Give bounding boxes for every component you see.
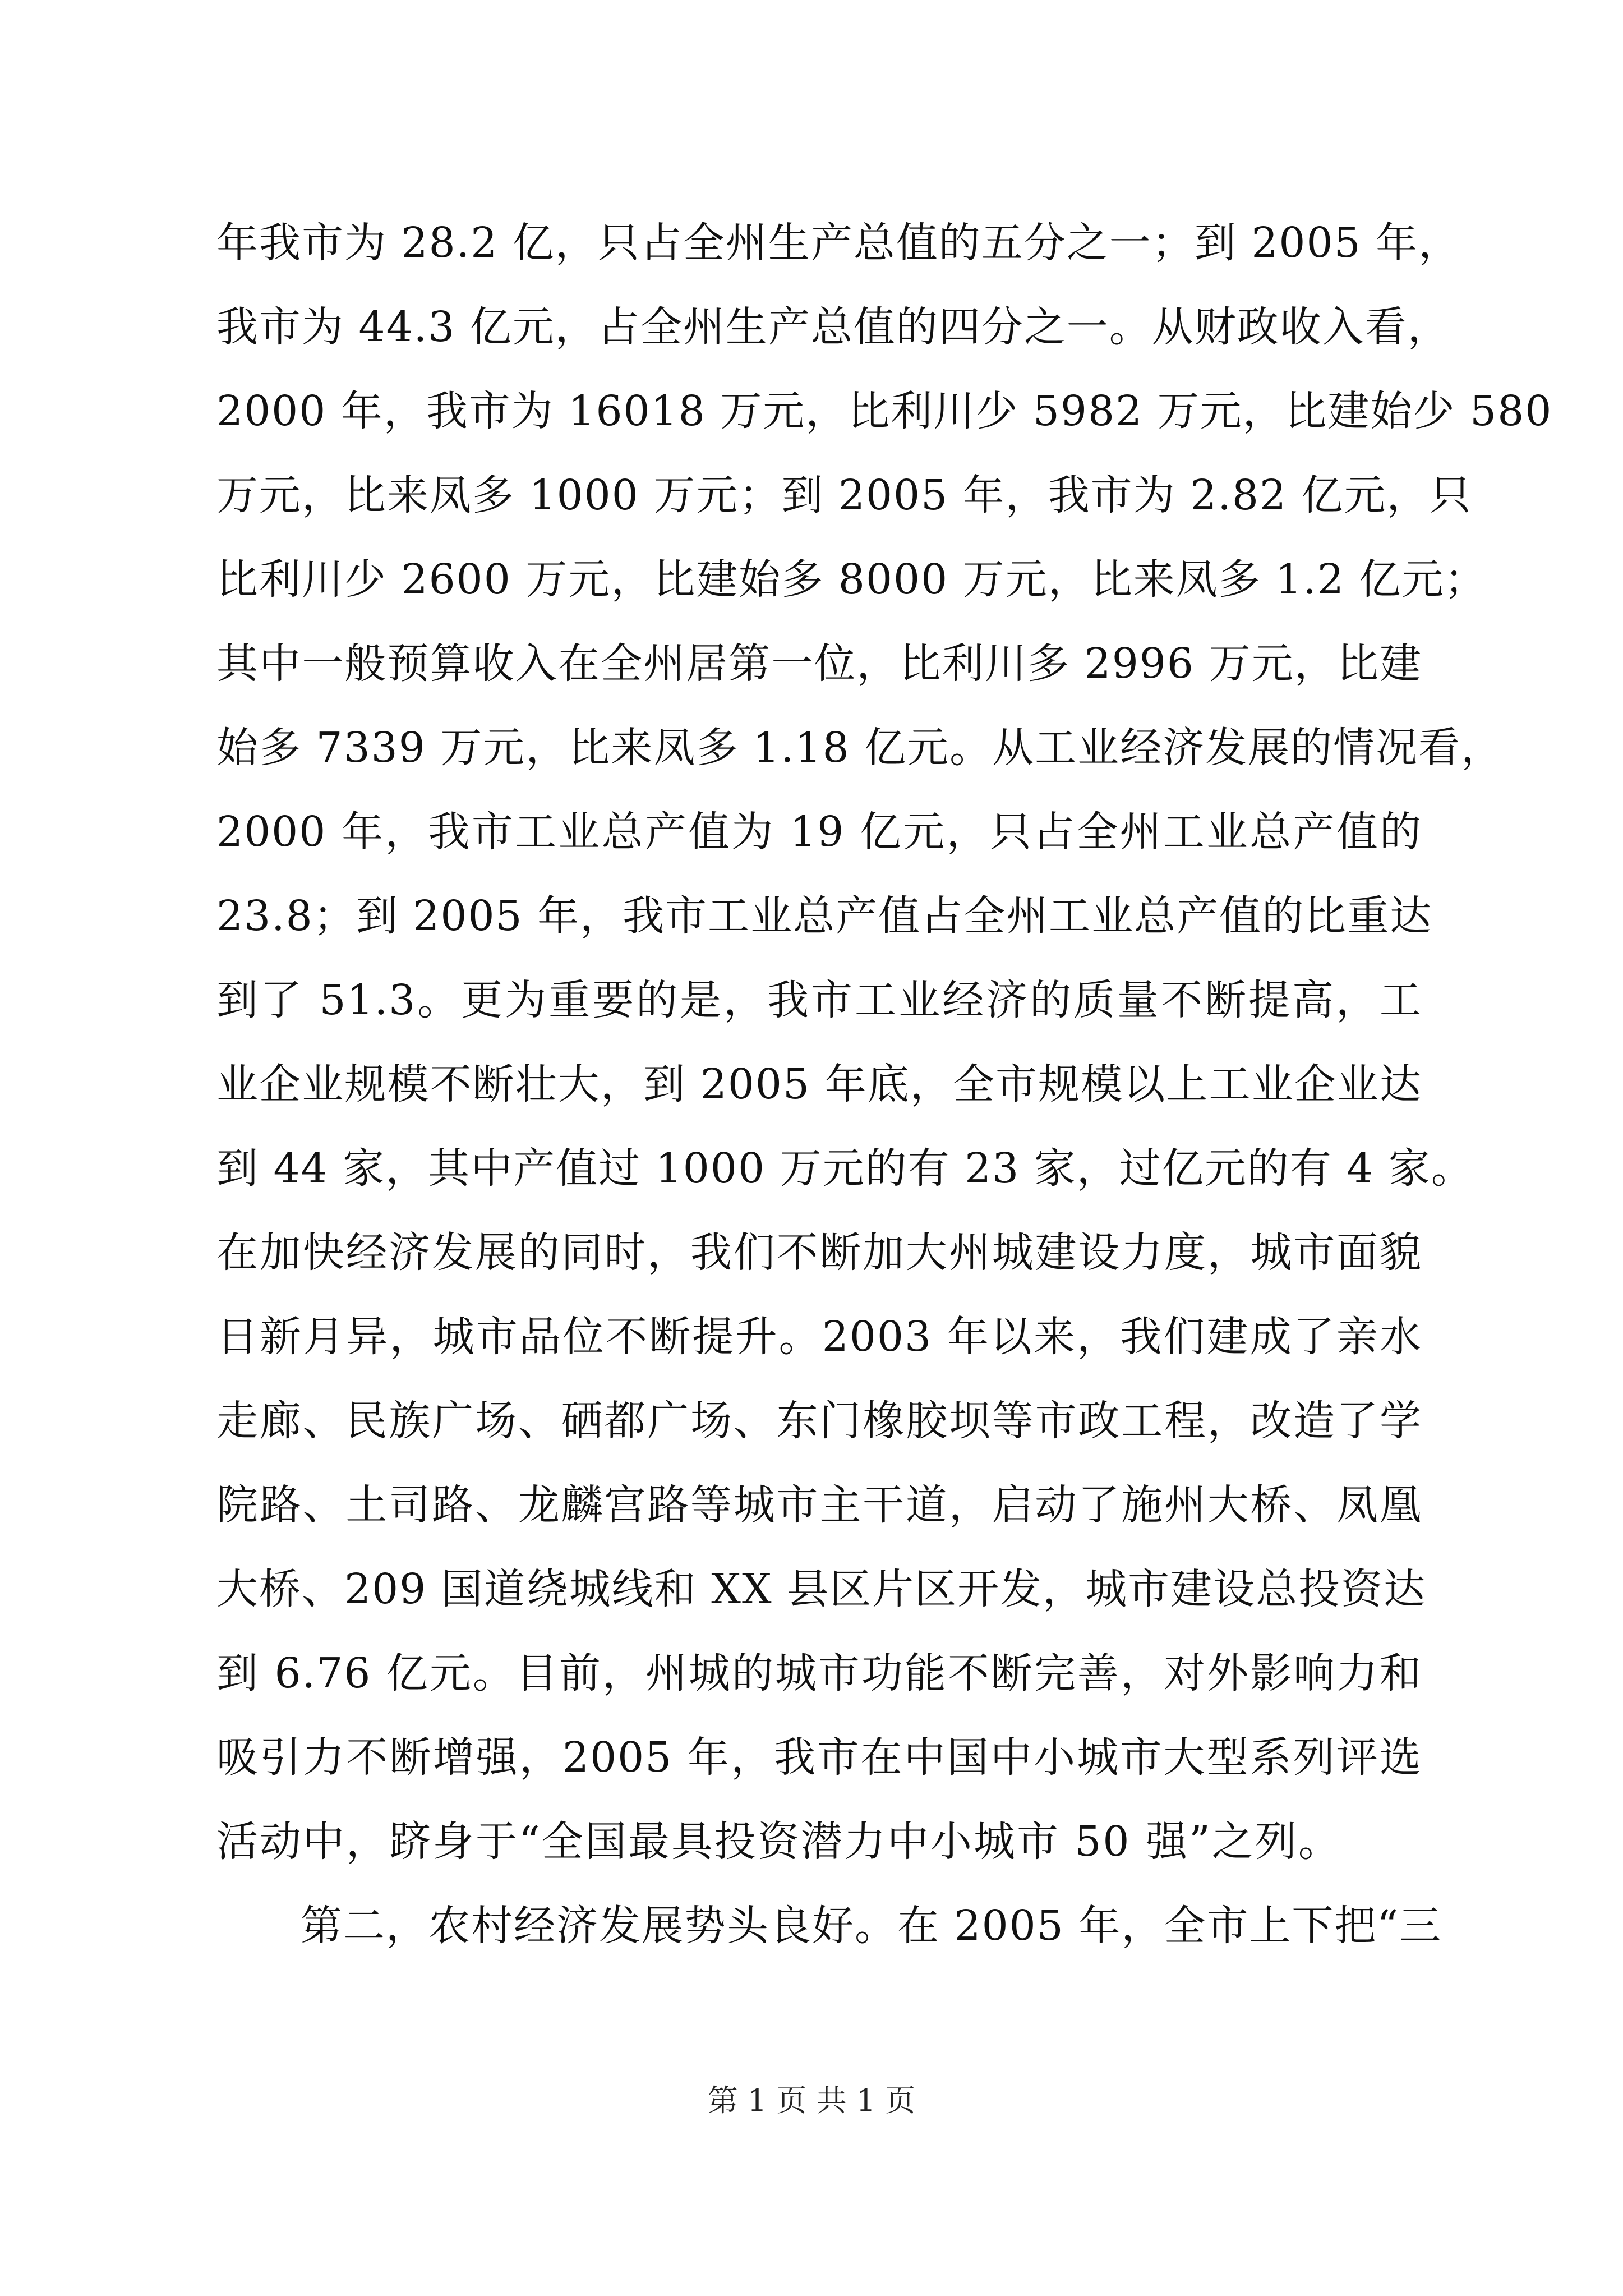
text-line-18: 到 6.76 亿元。目前，州城的城市功能不断完善，对外影响力和 [216, 1649, 1422, 1697]
text-line-9: 23.8；到 2005 年，我市工业总产值占全州工业总产值的比重达 [216, 892, 1433, 940]
text-line-7: 始多 7339 万元，比来凤多 1.18 亿元。从工业经济发展的情况看， [216, 724, 1504, 772]
text-line-20: 活动中，跻身于“全国最具投资潜力中小城市 50 强”之列。 [216, 1818, 1341, 1866]
body-text [216, 201, 1553, 1968]
text-line-17: 大桥、209 国道绕城线和 XX 县区片区开发，城市建设总投资达 [216, 1565, 1427, 1613]
text-line-6: 其中一般预算收入在全州居第一位，比利川多 2996 万元，比建 [216, 639, 1422, 688]
text-line-21: 第二，农村经济发展势头良好。在 2005 年，全市上下把“三 [301, 1902, 1442, 1950]
text-line-3: 2000 年，我市为 16018 万元，比利川少 5982 万元，比建始少 580 [216, 387, 1553, 435]
text-line-4: 万元，比来凤多 1000 万元；到 2005 年，我市为 2.82 亿元，只 [216, 471, 1472, 519]
text-line-15: 走廊、民族广场、硒都广场、东门橡胶坝等市政工程，改造了学 [216, 1397, 1422, 1445]
page-footer: 第 1 页 共 1 页 [707, 2083, 916, 2118]
text-line-19: 吸引力不断增强，2005 年，我市在中国中小城市大型系列评选 [216, 1733, 1422, 1782]
text-line-1: 年我市为 28.2 亿，只占全州生产总值的五分之一；到 2005 年， [216, 219, 1461, 267]
text-line-16: 院路、土司路、龙麟宫路等城市主干道，启动了施州大桥、凤凰 [216, 1481, 1422, 1529]
text-line-8: 2000 年，我市工业总产值为 19 亿元，只占全州工业总产值的 [216, 808, 1422, 856]
text-line-5: 比利川少 2600 万元，比建始多 8000 万元，比来凤多 1.2 亿元； [216, 555, 1487, 604]
text-line-10: 到了 51.3。更为重要的是，我市工业经济的质量不断提高，工 [216, 976, 1422, 1024]
text-line-11: 业企业规模不断壮大，到 2005 年底，全市规模以上工业企业达 [216, 1060, 1422, 1108]
text-line-14: 日新月异，城市品位不断提升。2003 年以来，我们建成了亲水 [216, 1313, 1422, 1361]
text-line-13: 在加快经济发展的同时，我们不断加大州城建设力度，城市面貌 [216, 1228, 1422, 1277]
text-line-2: 我市为 44.3 亿元，占全州生产总值的四分之一。从财政收入看， [216, 303, 1450, 351]
text-line-12: 到 44 家，其中产值过 1000 万元的有 23 家，过亿元的有 4 家。 [216, 1144, 1474, 1193]
